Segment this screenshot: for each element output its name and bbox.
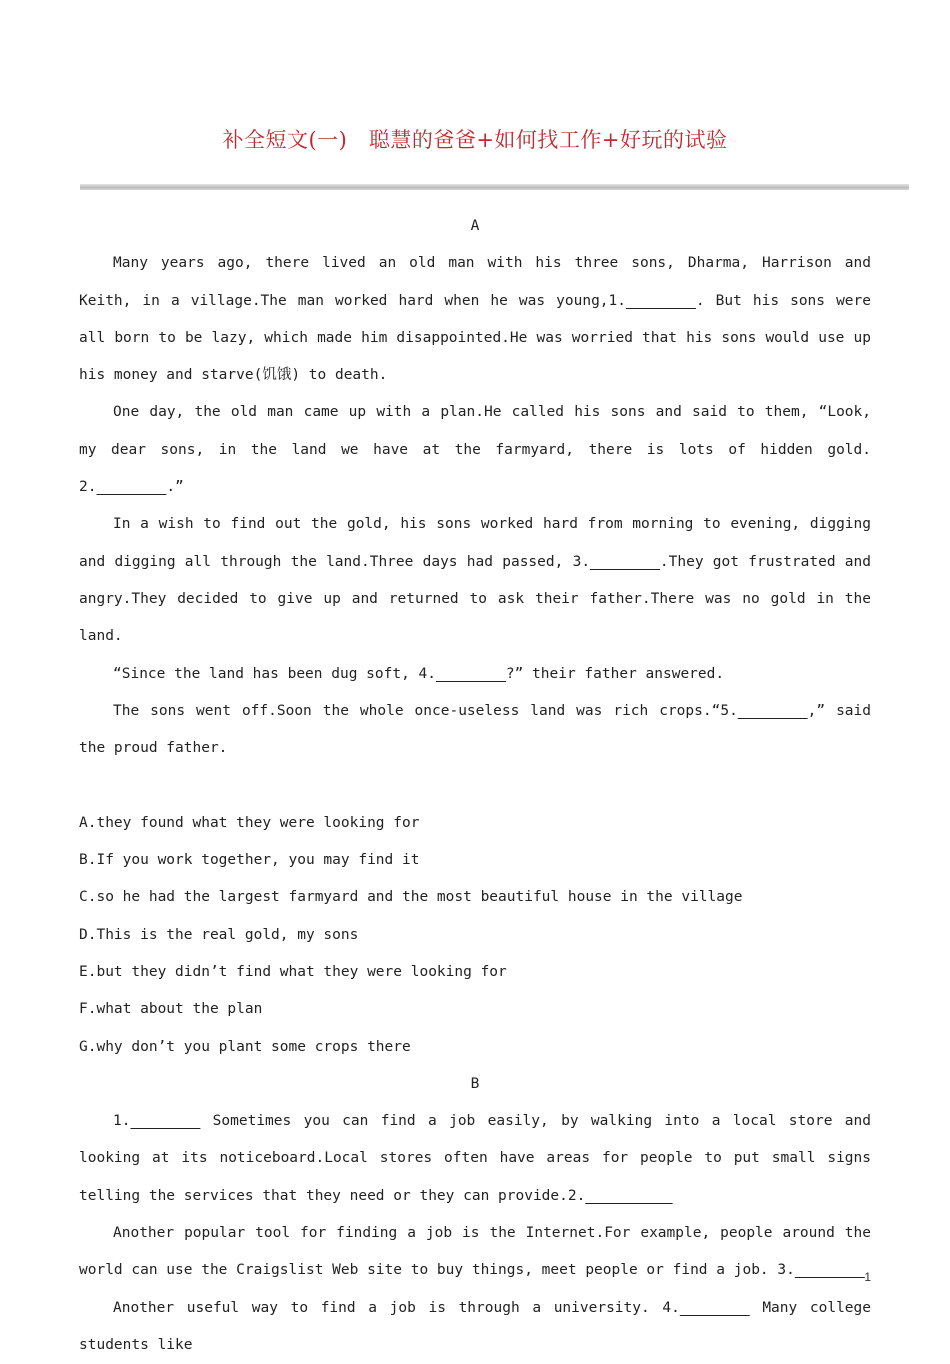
section-a-paragraph-5: The sons went off.Soon the whole once-useless land was rich crops.“5.________,” said the proud father. — [79, 702, 871, 757]
section-a-paragraph-1: Many years ago, there lived an old man with his three sons, Dharma, Harrison and Keith, in a village.The man worked hard when he was young,1.________. But his sons were all born to be lazy, which made him disappointed.He was worried that his sons would use up his money and starve(饥饿) to death. — [79, 255, 871, 384]
answer-blank-a1[interactable]: ________ — [626, 292, 696, 309]
document-body — [79, 208, 871, 1364]
answer-blank-a5[interactable]: ________ — [737, 702, 808, 719]
document-title: 补全短文(一) 聪慧的爸爸+如何找工作+好玩的试验 — [222, 128, 728, 152]
section-a-paragraph-3: In a wish to find out the gold, his sons worked hard from morning to evening, digging and digging all through the land.Three days had passed, 3.________.They got frustrated and angry.They decided to give up and returned to ask their father.There was no gold in the land. — [79, 516, 871, 645]
answer-blank-b3[interactable]: ________ — [794, 1262, 865, 1279]
section-a-label: A — [470, 218, 480, 234]
title-divider — [80, 184, 909, 190]
section-b-paragraph-2: Another popular tool for finding a job is the Internet.For example, people around the world can use the Craigslist Web site to buy things, meet people or find a job. 3.________ — [79, 1225, 871, 1279]
option-f: F.what about the plan — [79, 1001, 263, 1018]
option-c: C.so he had the largest farmyard and the most beautiful house in the village — [79, 889, 743, 906]
section-b-label: B — [470, 1075, 480, 1092]
page-number: 1 — [864, 1270, 871, 1284]
section-b-paragraph-1: 1.________ Sometimes you can find a job easily, by walking into a local store and looking at its noticeboard.Local stores often have areas for people to put small signs telling the services that they need or they can provide.2.__________ — [79, 1113, 871, 1204]
spacer — [79, 767, 871, 804]
answer-blank-a3[interactable]: ________ — [590, 553, 660, 570]
section-a-paragraph-4: “Since the land has been dug soft, 4.________?” their father answered. — [113, 665, 725, 682]
section-b-paragraph-3: Another useful way to find a job is through a university. 4.________ Many college students like — [79, 1299, 871, 1353]
answer-blank-b4[interactable]: ________ — [679, 1299, 750, 1316]
option-g: G.why don’t you plant some crops there — [79, 1038, 411, 1055]
option-e: E.but they didn’t find what they were looking for — [79, 963, 507, 980]
answer-blank-a4[interactable]: ________ — [436, 665, 506, 682]
option-a: A.they found what they were looking for — [79, 814, 420, 831]
option-d: D.This is the real gold, my sons — [79, 926, 359, 943]
answer-blank-b1[interactable]: ________ — [130, 1113, 201, 1130]
answer-blank-a2[interactable]: ________ — [96, 479, 167, 496]
answer-blank-b2[interactable]: __________ — [585, 1187, 673, 1204]
section-a-paragraph-2: One day, the old man came up with a plan.He called his sons and said to them, “Look, my dear sons, in the land we have at the farmyard, there is lots of hidden gold. 2.________.” — [79, 404, 871, 496]
option-b: B.If you work together, you may find it — [79, 852, 420, 869]
